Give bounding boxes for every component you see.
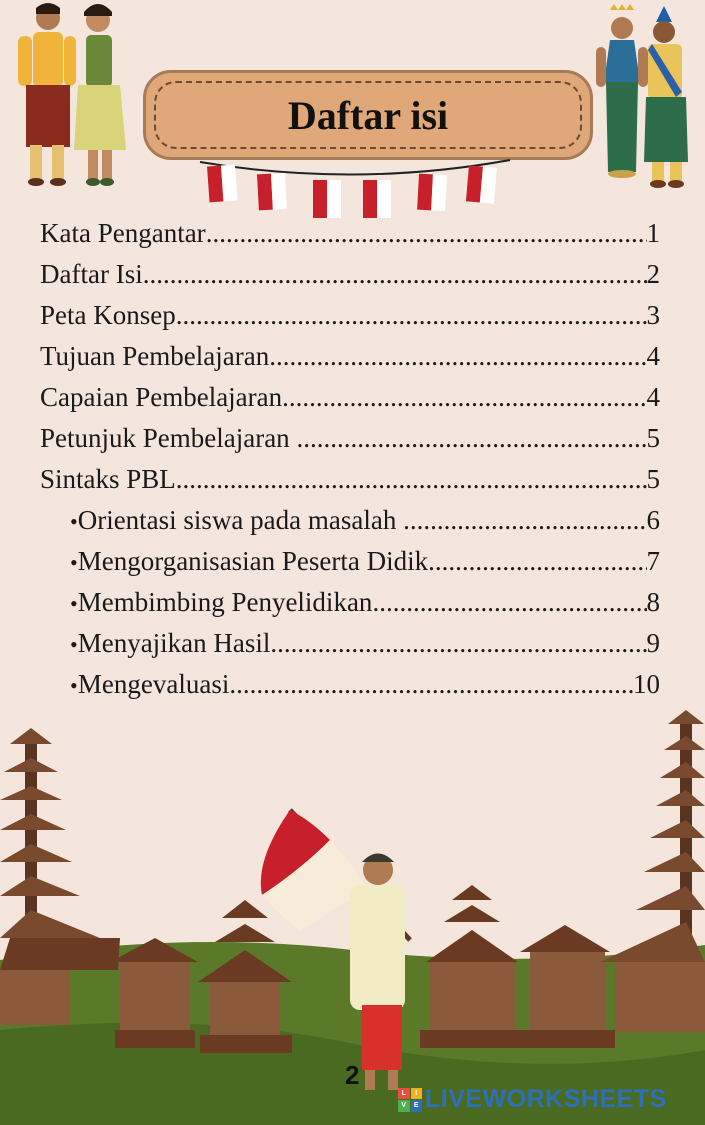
title-dashed-border <box>154 81 582 149</box>
toc-entry-label: Peta Konsep <box>40 300 176 330</box>
logo-letter: I <box>411 1088 423 1100</box>
toc-entry-page: 4 <box>646 341 660 371</box>
toc-subentry-mengorganisasian[interactable] <box>40 546 660 587</box>
toc-entry-daftar-isi[interactable] <box>40 259 660 300</box>
toc-dot-leader <box>282 382 646 413</box>
toc-entry-tujuan-pembelajaran[interactable] <box>40 341 660 382</box>
toc-entry-page: 8 <box>646 587 660 617</box>
toc-entry-page: 5 <box>646 423 660 453</box>
liveworksheets-brand[interactable] <box>398 1085 667 1114</box>
toc-entry-kata-pengantar[interactable] <box>40 218 660 259</box>
title-box <box>143 70 593 160</box>
toc-entry-sintaks-pbl[interactable] <box>40 464 660 505</box>
toc-entry-peta-konsep[interactable] <box>40 300 660 341</box>
toc-dot-leader <box>428 546 646 577</box>
toc-entry-label: Sintaks PBL <box>40 464 176 494</box>
bullet-point: • <box>70 632 78 657</box>
bunting-flag <box>257 173 287 210</box>
toc-entry-page: 2 <box>646 259 660 289</box>
toc-dot-leader <box>403 505 646 536</box>
toc-entry-page: 10 <box>633 669 660 699</box>
traditional-couple-left-illustration <box>8 0 133 195</box>
toc-dot-leader <box>206 218 647 249</box>
bunting-flag <box>207 165 237 203</box>
toc-dot-leader <box>372 587 646 618</box>
bullet-point: • <box>70 673 78 698</box>
toc-subentry-membimbing[interactable] <box>40 587 660 628</box>
toc-dot-leader <box>269 341 646 372</box>
toc-dot-leader <box>296 423 646 454</box>
bullet-point: • <box>70 550 78 575</box>
toc-entry-label: Petunjuk Pembelajaran <box>40 423 297 453</box>
toc-subentry-menyajikan[interactable] <box>40 628 660 669</box>
toc-entry-page: 7 <box>646 546 660 576</box>
toc-entry-capaian-pembelajaran[interactable] <box>40 382 660 423</box>
toc-dot-leader <box>176 464 647 495</box>
toc-entry-page: 3 <box>646 300 660 330</box>
toc-entry-label: Orientasi siswa pada masalah <box>77 505 404 535</box>
toc-entry-label: Capaian Pembelajaran <box>40 382 283 412</box>
pagoda-right-icon <box>600 710 705 1032</box>
logo-letter: V <box>398 1100 410 1112</box>
traditional-couple-right-illustration <box>592 2 702 192</box>
toc-entry-label: Tujuan Pembelajaran <box>40 341 270 371</box>
liveworksheets-logo-icon <box>398 1088 422 1112</box>
toc-dot-leader <box>229 669 633 700</box>
page-title: Daftar isi <box>287 92 449 138</box>
toc-entry-label: Mengorganisasian Peserta Didik <box>77 546 429 576</box>
bunting-flag <box>313 180 341 218</box>
page-number: 2 <box>345 1060 360 1090</box>
toc-dot-leader <box>176 300 647 331</box>
toc-entry-page: 1 <box>646 218 660 248</box>
toc-entry-page: 9 <box>646 628 660 658</box>
logo-letter: L <box>398 1088 410 1100</box>
bunting-flag <box>466 165 497 203</box>
toc-entry-label: Mengevaluasi <box>77 669 230 699</box>
toc-dot-leader <box>143 259 647 290</box>
toc-entry-page: 6 <box>646 505 660 535</box>
toc-dot-leader <box>270 628 646 659</box>
toc-entry-label: Kata Pengantar <box>40 218 206 248</box>
toc-entry-label: Membimbing Penyelidikan <box>77 587 373 617</box>
toc-entry-petunjuk-pembelajaran[interactable] <box>40 423 660 464</box>
toc-entry-page: 4 <box>646 382 660 412</box>
table-of-contents <box>40 218 660 710</box>
toc-entry-label: Menyajikan Hasil <box>77 628 271 658</box>
logo-letter: E <box>411 1100 423 1112</box>
toc-entry-page: 5 <box>646 464 660 494</box>
toc-subentry-orientasi[interactable] <box>40 505 660 546</box>
bullet-point: • <box>70 591 78 616</box>
bullet-point: • <box>70 509 78 534</box>
toc-entry-label: Daftar Isi <box>40 259 143 289</box>
bunting-flag <box>417 174 447 211</box>
bunting-flag <box>363 180 391 218</box>
brand-name: LIVEWORKSHEETS <box>425 1085 667 1113</box>
